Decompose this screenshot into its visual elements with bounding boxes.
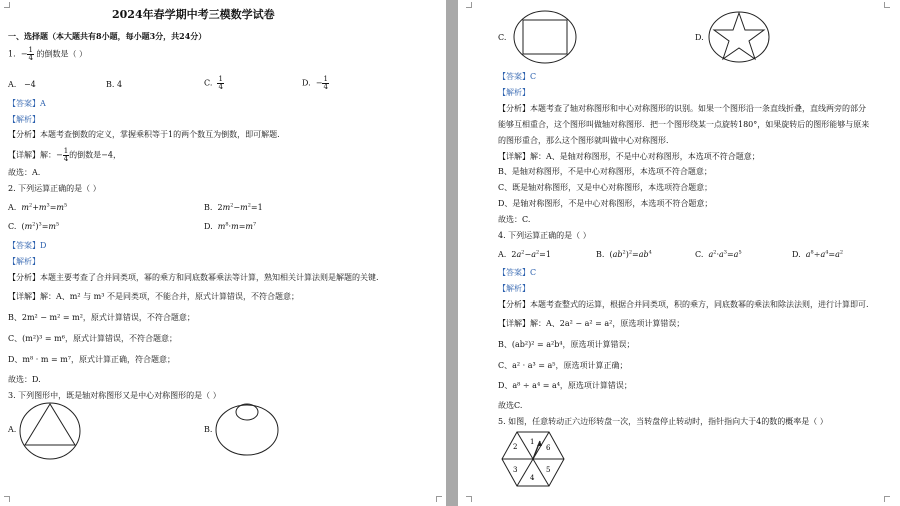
q2-stem: 2. 下列运算正确的是（ ） [8, 184, 101, 193]
crop-mark [466, 496, 472, 502]
q2-option-d: D. $m^8\cdot m=m^7$ [204, 221, 257, 231]
q3-fenxi-line2: 能够互相重合，这个图形叫做轴对称图形．把一个图形绕某一点旋转180°，如果旋转后的图形能够与原来 [498, 120, 870, 129]
q3-detail-d: D、是轴对称图形，不是中心对称图形，本选项不符合题意； [498, 199, 713, 208]
q1-xiangjie: 【详解】解：− $\frac{1}{4}$ 的倒数是−4， [8, 147, 121, 163]
q4-option-a: A. $2a^2-a^2=1$ [498, 249, 551, 259]
q1-conclusion: 故选：A. [8, 168, 41, 177]
q1-fenxi: 【分析】本题考查倒数的定义，掌握乘积等于1的两个数互为倒数，即可解题. [8, 130, 280, 139]
q2-analysis-label: 【解析】 [8, 257, 40, 266]
q1-option-d: D. − $\frac{1}{4}$ [302, 75, 328, 91]
spinner-number-1: 1 [530, 438, 535, 446]
q3-figure-d-circle-star [708, 10, 770, 64]
q1-stem: 1. − $\frac{1}{4}$ 的倒数是（ ） [8, 46, 87, 62]
q3-option-b-label: B. [204, 425, 213, 434]
spinner-number-3: 3 [513, 466, 518, 474]
q2-option-a: A. $m^2+m^3=m^5$ [8, 202, 68, 212]
q4-analysis-label: 【解析】 [498, 284, 530, 293]
q4-option-c: C. $a^2\cdot a^3=a^5$ [695, 249, 742, 259]
q3-conclusion: 故选：C. [498, 215, 531, 224]
q3-figure-c-circle-square [513, 9, 577, 65]
q4-option-d: D. $a^8\div a^4=a^2$ [792, 249, 844, 259]
q5-hexagon-spinner [500, 430, 566, 488]
left-page [0, 0, 446, 506]
q2-answer: 【答案】D [8, 241, 47, 250]
crop-mark [466, 2, 472, 8]
q1-option-b: B. 4 [106, 80, 123, 89]
q3-option-c-label: C. [498, 33, 507, 42]
crop-mark [884, 496, 890, 502]
q3-figure-b-circles [214, 401, 280, 457]
q4-fenxi: 【分析】本题考查整式的运算，根据合并同类项，积的乘方，同底数幂的乘法和除法法则，进行计算即可. [498, 300, 869, 309]
q3-analysis-label: 【解析】 [498, 88, 530, 97]
q1-option-a: A. −4 [8, 80, 36, 89]
q4-detail-b: B、(ab²)² = a²b⁴，原选项计算错误； [498, 340, 635, 349]
section-heading: 一、选择题（本大题共有8小题，每小题3分，共24分） [8, 31, 207, 41]
q3-detail-c: C、既是轴对称图形，又是中心对称图形，本选项符合题意； [498, 183, 713, 192]
right-page [458, 0, 900, 506]
spinner-number-6: 6 [546, 444, 551, 452]
q4-stem: 4. 下列运算正确的是（ ） [498, 231, 591, 240]
q3-option-d-label: D. [695, 33, 704, 42]
q2-detail-b: B、2m² − m² = m²，原式计算错误，不符合题意； [8, 313, 195, 322]
q3-detail-a: 【详解】解：A、是轴对称图形，不是中心对称图形，本选项不符合题意； [498, 152, 760, 161]
q3-detail-b: B、是轴对称图形，不是中心对称图形，本选项不符合题意； [498, 167, 712, 176]
q4-answer: 【答案】C [498, 268, 537, 277]
q3-figure-a-circle-triangle [18, 401, 82, 461]
q2-conclusion: 故选：D. [8, 375, 41, 384]
crop-mark [4, 496, 10, 502]
q5-stem: 5. 如图，任意转动正六边形转盘一次，当转盘停止转动时，指针指向大于4的数的概率是（ ） [498, 417, 828, 426]
q3-fenxi-line3: 的图形重合，那么这个图形就叫做中心对称图形． [498, 136, 674, 145]
q2-fenxi: 【分析】本题主要考查了合并同类项，幂的乘方和同底数幂乘法等计算，熟知相关计算法则是解题的关键. [8, 273, 379, 282]
q4-conclusion: 故选C. [498, 401, 523, 410]
spinner-number-4: 4 [530, 474, 535, 482]
q1-analysis-label: 【解析】 [8, 115, 40, 124]
crop-mark [4, 2, 10, 8]
q3-option-a-label: A. [8, 425, 17, 434]
q2-option-b: B. $2m^2-m^2=1$ [204, 202, 263, 212]
q4-detail-c: C、a² · a³ = a⁵，原选项计算正确； [498, 361, 628, 370]
q2-detail-d: D、m⁸ · m = m⁷，原式计算正确，符合题意； [8, 355, 176, 364]
q2-detail-a: 【详解】解：A、m² 与 m³ 不是同类项，不能合并，原式计算错误，不符合题意； [8, 292, 299, 301]
q1-option-c: C. $\frac{1}{4}$ [204, 75, 223, 91]
q4-detail-a: 【详解】解：A、2a² − a² = a²，原选项计算错误； [498, 319, 685, 328]
q4-option-b: B. $(ab^2)^2=ab^4$ [596, 249, 652, 259]
q1-answer: 【答案】A [8, 99, 46, 108]
spinner-number-5: 5 [546, 466, 551, 474]
crop-mark [884, 2, 890, 8]
q3-answer: 【答案】C [498, 72, 537, 81]
spinner-number-2: 2 [513, 443, 518, 451]
q2-option-c: C. $(m^2)^3=m^5$ [8, 221, 60, 231]
exam-title: 2024年春学期中考三模数学试卷 [112, 8, 275, 21]
q3-fenxi-line1: 【分析】本题考查了轴对称图形和中心对称图形的识别。如果一个图形沿一条直线折叠，直线两旁的部分 [498, 104, 866, 113]
q2-detail-c: C、(m²)³ = m⁶，原式计算错误，不符合题意； [8, 334, 177, 343]
q3-stem: 3. 下列图形中，既是轴对称图形又是中心对称图形的是（ ） [8, 391, 221, 400]
crop-mark [436, 496, 442, 502]
q4-detail-d: D、a⁸ ÷ a⁴ = a⁴，原选项计算错误； [498, 381, 632, 390]
